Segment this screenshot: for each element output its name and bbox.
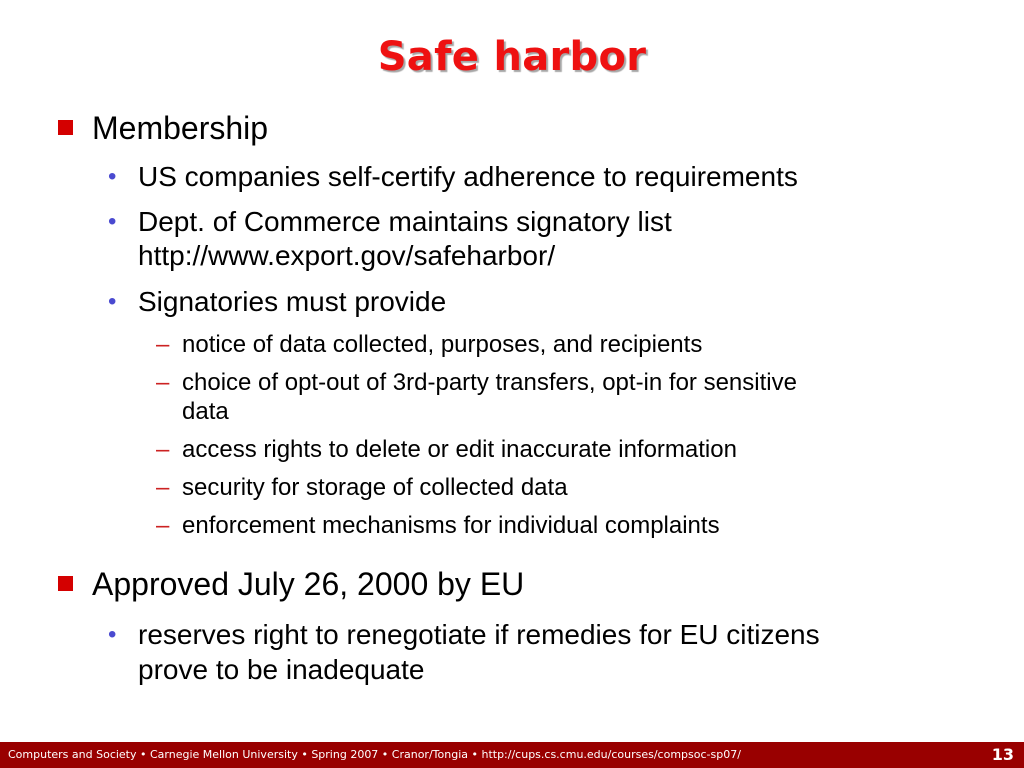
sub-sub-bullet-text: enforcement mechanisms for individual complaints <box>182 512 720 539</box>
bullet-label: Approved July 26, 2000 by EU <box>92 566 525 602</box>
dash-bullet-icon: – <box>156 436 170 463</box>
sub-bullet-text: reserves right to renegotiate if remedies for EU citizens <box>138 619 820 650</box>
dot-bullet-icon: • <box>108 208 117 235</box>
sub-bullet-text: Dept. of Commerce maintains signatory list <box>138 206 672 237</box>
square-bullet-icon <box>58 120 73 135</box>
footer-text: Computers and Society • Carnegie Mellon University • Spring 2007 • Cranor/Tongia • http://cups.cs.cmu.edu/courses/compsoc-sp07/ <box>8 748 741 761</box>
sub-bullet-text: prove to be inadequate <box>138 654 425 685</box>
signatory-list-url: http://www.export.gov/safeharbor/ <box>138 240 556 271</box>
sub-sub-bullet-text: notice of data collected, purposes, and recipients <box>182 331 703 358</box>
dot-bullet-icon: • <box>108 163 117 190</box>
slide-title: Safe harbor <box>377 34 647 80</box>
sub-sub-bullet-text: security for storage of collected data <box>182 474 568 501</box>
sub-sub-bullet-text: data <box>182 398 229 425</box>
sub-sub-bullet-text: access rights to delete or edit inaccurate information <box>182 436 737 463</box>
dash-bullet-icon: – <box>156 512 170 539</box>
sub-bullet-text: US companies self-certify adherence to requirements <box>138 161 798 192</box>
sub-bullet-text: Signatories must provide <box>138 286 447 317</box>
dash-bullet-icon: – <box>156 369 170 396</box>
slide-footer <box>0 742 1024 768</box>
dot-bullet-icon: • <box>108 288 117 315</box>
bullet-label: Membership <box>92 110 269 146</box>
dash-bullet-icon: – <box>156 331 170 358</box>
dot-bullet-icon: • <box>108 621 117 648</box>
page-number: 13 <box>991 745 1014 764</box>
square-bullet-icon <box>58 576 73 591</box>
sub-sub-bullet-text: choice of opt-out of 3rd-party transfers, opt-in for sensitive <box>182 369 797 396</box>
dash-bullet-icon: – <box>156 474 170 501</box>
